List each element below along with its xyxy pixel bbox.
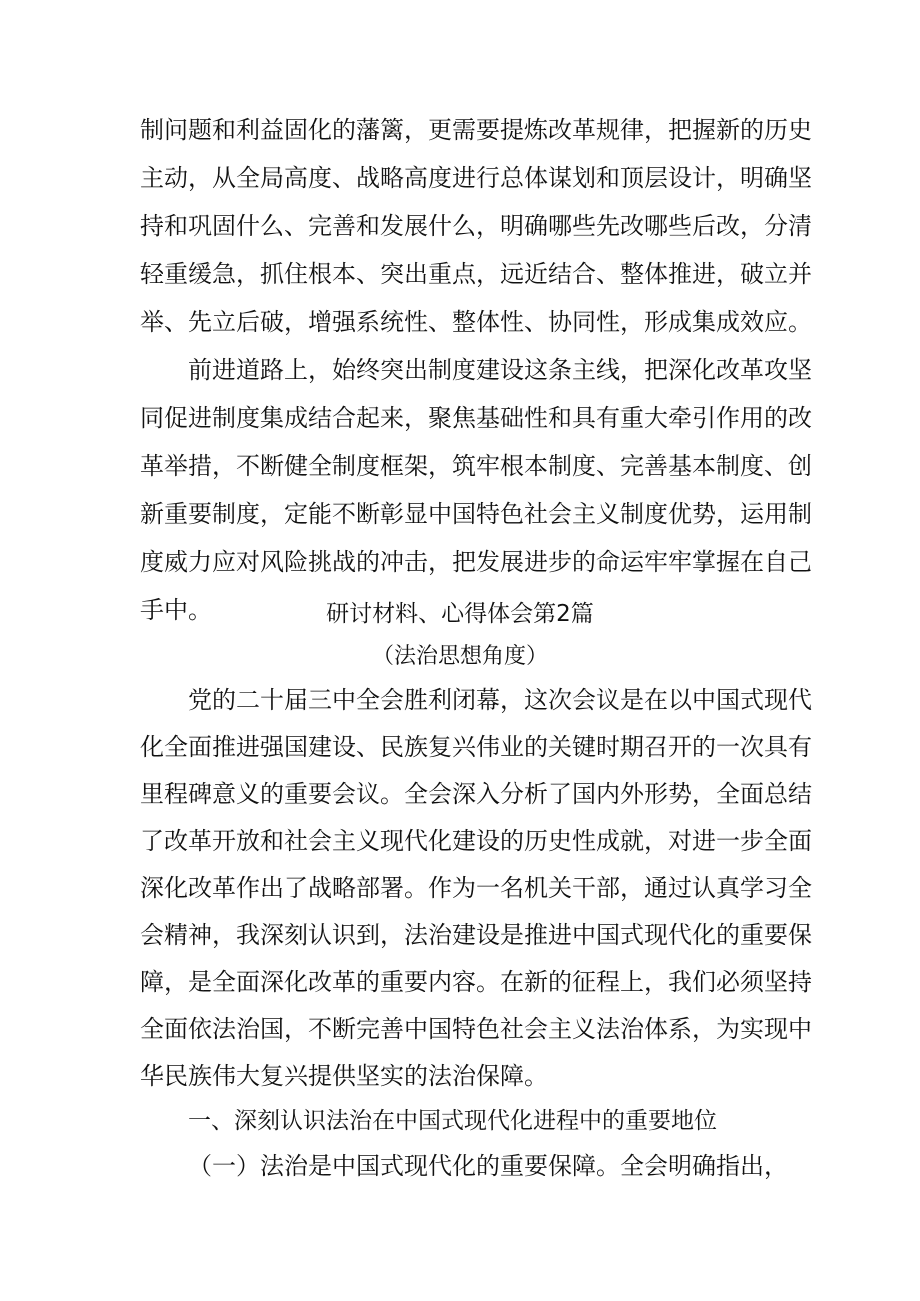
paragraph-1-line-5: 举、先立后破，增强系统性、整体性、协同性，形成集成效应。 [140,308,812,336]
paragraph-2-line-1: 前进道路上，始终突出制度建设这条主线，把深化改革攻坚 [188,356,812,384]
section-title: 研讨材料、心得体会第2篇 [326,601,594,627]
section-subtitle: （法治思想角度） [371,644,548,669]
paragraph-3-line-8: 全面依法治国，不断完善中国特色社会主义法治体系，为实现中 [140,1015,812,1043]
paragraph-3-line-1: 党的二十届三中全会胜利闭幕，这次会议是在以中国式现代 [188,686,812,714]
paragraph-2-line-5: 度威力应对风险挑战的冲击，把发展进步的命运牢牢掌握在自己 [140,548,812,576]
paragraph-2-line-6: 手中。 [140,596,212,624]
paragraph-2-line-4: 新重要制度，定能不断彰显中国特色社会主义制度优势，运用制 [140,500,812,528]
paragraph-1-line-3: 持和巩固什么、完善和发展什么，明确哪些先改哪些后改，分清 [140,212,812,240]
paragraph-3-line-3: 里程碑意义的重要会议。全会深入分析了国内外形势，全面总结 [140,780,812,808]
paragraph-3-line-9: 华民族伟大复兴提供坚实的法治保障。 [140,1062,548,1090]
paragraph-3-line-5: 深化改革作出了战略部署。作为一名机关干部，通过认真学习全 [140,874,812,902]
paragraph-2-line-2: 同促进制度集成结合起来，聚焦基础性和具有重大牵引作用的改 [140,404,812,432]
section-heading-1: 一、深刻认识法治在中国式现代化进程中的重要地位 [188,1108,717,1134]
paragraph-1-line-1: 制问题和利益固化的藩篱，更需要提炼改革规律，把握新的历史 [140,116,812,144]
paragraph-3-line-6: 会精神，我深刻认识到，法治建设是推进中国式现代化的重要保 [140,921,812,949]
paragraph-1-line-4: 轻重缓急，抓住根本、突出重点，远近结合、整体推进，破立并 [140,260,812,288]
paragraph-4-line-1: （一）法治是中国式现代化的重要保障。全会明确指出， [188,1152,788,1180]
paragraph-1-line-2: 主动，从全局高度、战略高度进行总体谋划和顶层设计，明确坚 [140,164,812,192]
paragraph-3-line-7: 障，是全面深化改革的重要内容。在新的征程上，我们必须坚持 [140,968,812,996]
paragraph-3-line-2: 化全面推进强国建设、民族复兴伟业的关键时期召开的一次具有 [140,733,812,761]
paragraph-2-line-3: 革举措，不断健全制度框架，筑牢根本制度、完善基本制度、创 [140,452,812,480]
paragraph-3-line-4: 了改革开放和社会主义现代化建设的历史性成就，对进一步全面 [140,827,812,855]
